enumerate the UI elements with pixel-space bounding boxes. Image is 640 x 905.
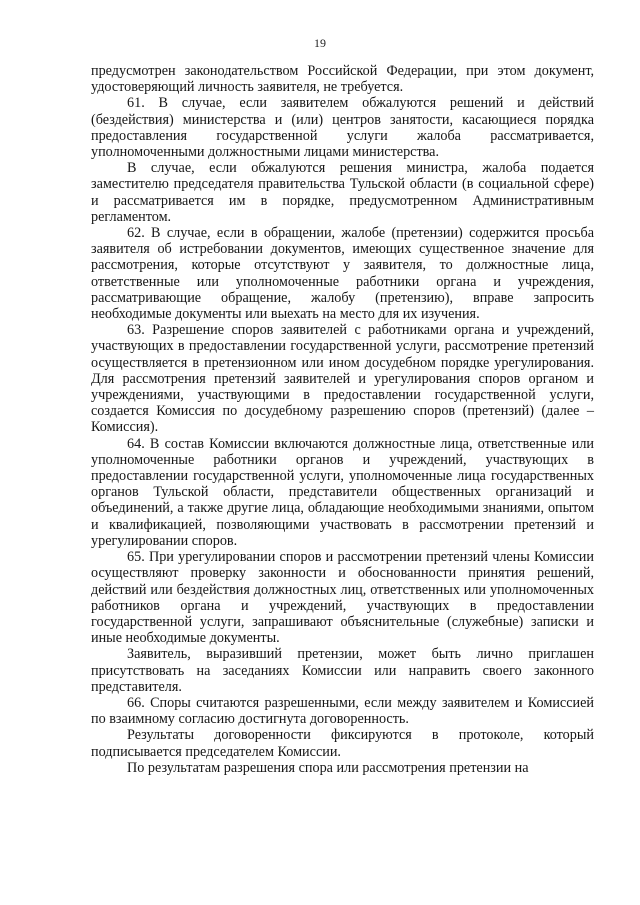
paragraph-63: 63. Разрешение споров заявителей с работниками органа и учреждений, участвующих в предоставлении государственной услуги, рассмотрение претензий осуществляется в претензионном или ином досудебном порядке урегулирования. Для рассмотрения претензий заявителей и урегулирования споров органом и учреждениями, участвующими в предоставлении государственной услуги, создается Комиссия по досудебному разрешению споров (претензий) (далее – Комиссия). — [91, 322, 594, 436]
paragraph-64: 64. В состав Комиссии включаются должностные лица, ответственные или уполномоченные работники органов и учреждений, участвующих в предоставлении государственной услуги, уполномоченные лица государственных органов Тульской области, представители общественных организаций и объединений, а также другие лица, обладающие необходимыми знаниями, опытом и квалификацией, позволяющими участвовать в рассмотрении претензий и урегулировании споров. — [91, 435, 594, 549]
paragraph-61-minister-appeal: В случае, если обжалуются решения министра, жалоба подается заместителю председателя правительства Тульской области (в социальной сфере) и рассматривается им в порядке, предусмотренном Административным регламентом. — [91, 160, 594, 225]
page-number: 19 — [314, 36, 326, 50]
paragraph-66: 66. Споры считаются разрешенными, если между заявителем и Комиссией по взаимному согласию достигнута договоренность. — [91, 694, 594, 728]
paragraph-62: 62. В случае, если в обращении, жалобе (претензии) содержится просьба заявителя об истребовании документов, имеющих существенное значение для рассмотрения, которые отсутствуют у заявителя, то должностные лица, ответственные или уполномоченные работники органа и учреждения, рассматривающие обращение, жалобу (претензию), вправе запросить необходимые документы или выехать на место для их изучения. — [91, 225, 594, 323]
paragraph-continuation: предусмотрен законодательством Российской Федерации, при этом документ, удостоверяющий личность заявителя, не требуется. — [91, 63, 594, 96]
document-body — [91, 63, 594, 776]
paragraph-continued-next-page: По результатам разрешения спора или рассмотрения претензии на — [127, 759, 529, 776]
paragraph-61: 61. В случае, если заявителем обжалуются решений и действий (бездействия) министерства и (или) центров занятости, касающиеся порядка предоставления государственной услуги жалоба рассматривается, уполномоченными должностными лицами министерства. — [91, 95, 594, 161]
paragraph-66-protocol: Результаты договоренности фиксируются в протоколе, который подписывается председателем Комиссии. — [91, 727, 594, 760]
paragraph-65-representative: Заявитель, выразивший претензии, может быть лично приглашен присутствовать на заседаниях Комиссии или направить своего законного представителя. — [91, 646, 594, 695]
paragraph-65: 65. При урегулировании споров и рассмотрении претензий члены Комиссии осуществляют проверку законности и обоснованности принятия решений, действий или бездействия должностных лиц, ответственных или уполномоченных работников органа и учреждений, участвующих в предоставлении государственной услуги, запрашивают объяснительные (служебные) записки и иные необходимые документы. — [91, 549, 594, 647]
